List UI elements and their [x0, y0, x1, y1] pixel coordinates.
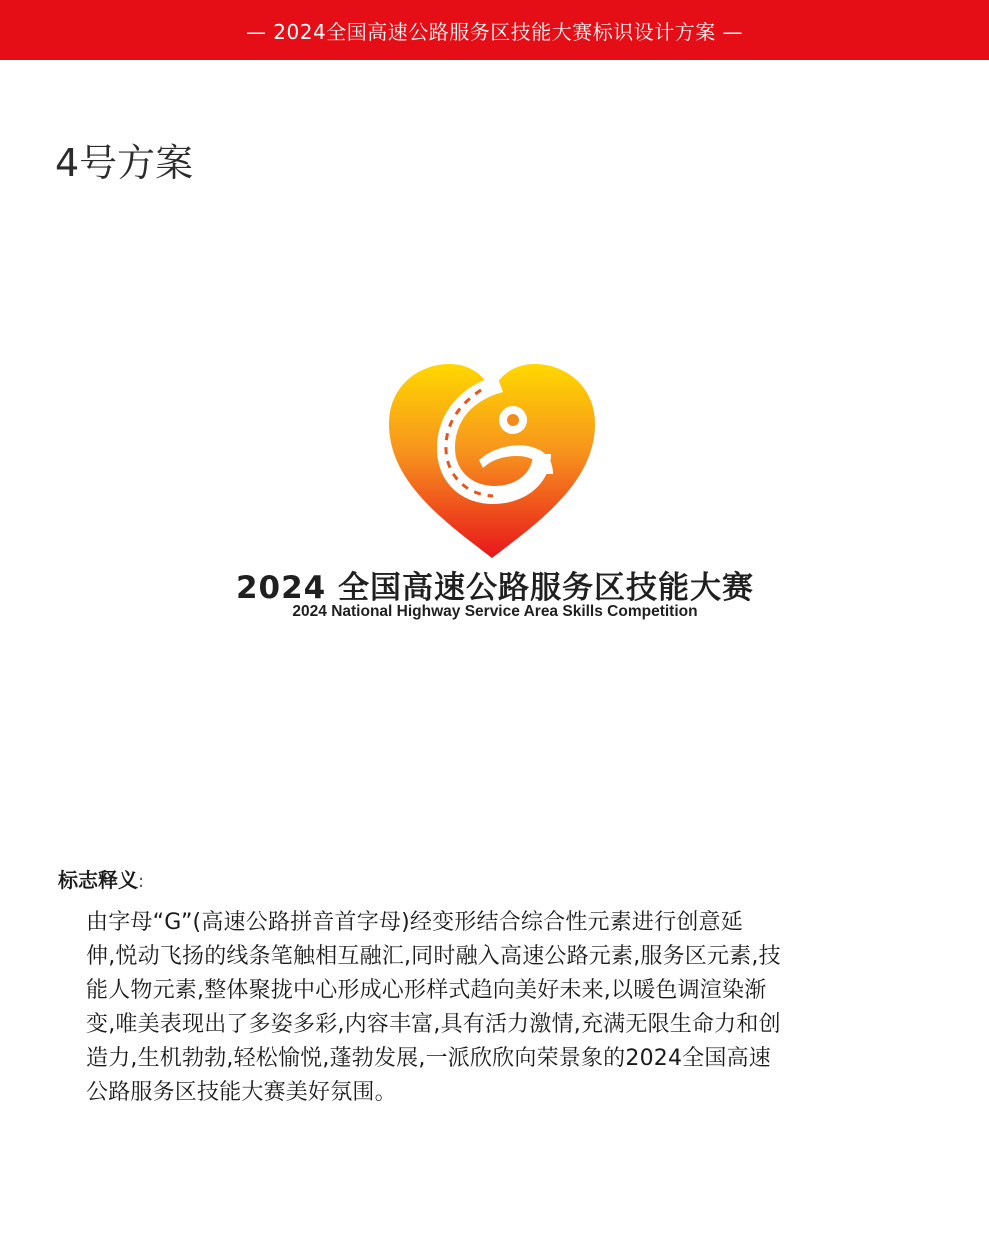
logo-chinese-name: 2024 全国高速公路服务区技能大赛	[235, 570, 755, 606]
header-title: — 2024全国高速公路服务区技能大赛标识设计方案 —	[245, 19, 744, 44]
meaning-line: 公路服务区技能大赛美好氛围。	[86, 1080, 397, 1105]
meaning-line: 能人物元素,整体聚拢中心形成心形样式趋向美好未来,以暖色调渲染渐	[86, 978, 767, 1003]
scheme-title: 4号方案	[55, 141, 194, 185]
meaning-heading-colon: :	[138, 871, 145, 892]
heart-g-logo-icon	[385, 362, 599, 558]
logo-english-name: 2024 National Highway Service Area Skills Competition	[292, 603, 698, 620]
meaning-line: 造力,生机勃勃,轻松愉悦,蓬勃发展,一派欣欣向荣景象的2024全国高速	[86, 1046, 771, 1071]
meaning-line: 由字母“G”(高速公路拼音首字母)经变形结合综合性元素进行创意延	[86, 910, 743, 935]
meaning-heading-text: 标志释义	[58, 868, 138, 892]
meaning-heading	[58, 864, 144, 893]
meaning-line: 变,唯美表现出了多姿多彩,内容丰富,具有活力激情,充满无限生命力和创	[86, 1012, 781, 1037]
meaning-paragraph	[86, 906, 906, 1110]
header-bar	[0, 0, 989, 60]
competition-logo	[385, 362, 599, 558]
meaning-line: 伸,悦动飞扬的线条笔触相互融汇,同时融入高速公路元素,服务区元素,技	[86, 944, 781, 969]
